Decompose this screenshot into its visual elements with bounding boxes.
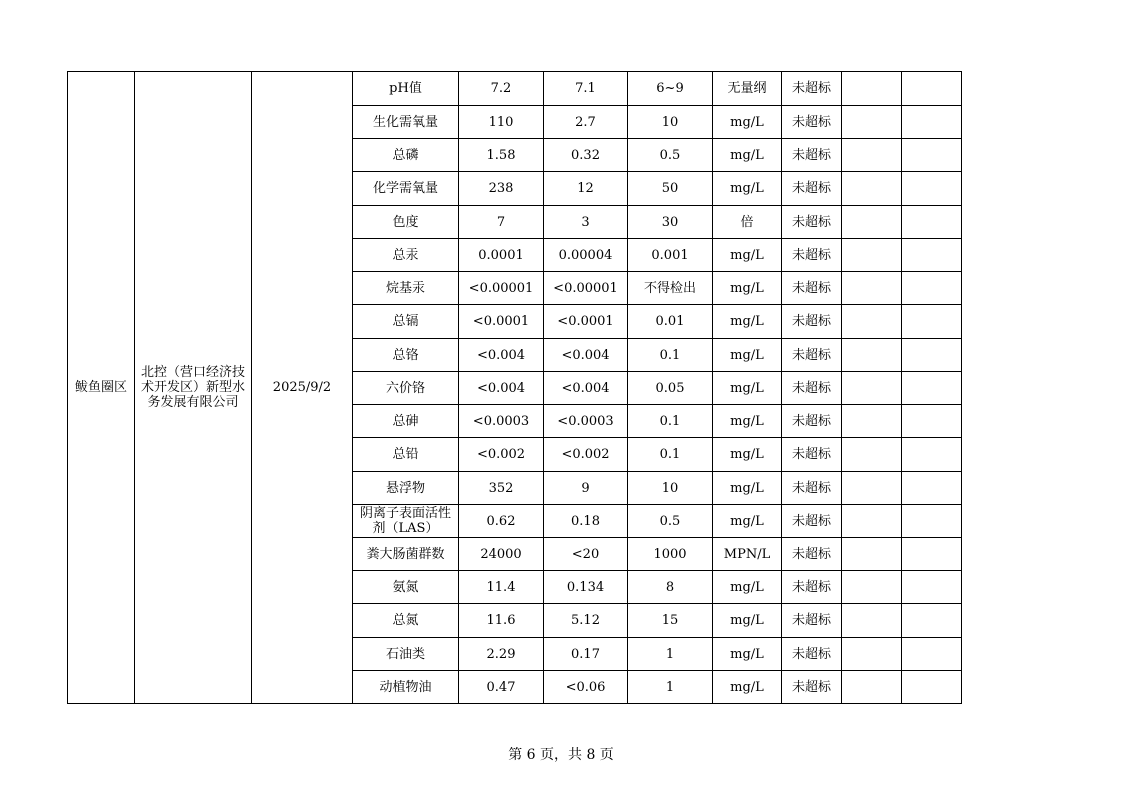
inlet-value-cell: 2.29 — [459, 638, 544, 671]
empty-cell — [842, 106, 902, 139]
monitoring-table — [67, 71, 962, 704]
limit-cell: 6~9 — [628, 72, 713, 106]
outlet-value-cell: <0.0001 — [544, 305, 628, 339]
empty-cell — [902, 438, 962, 472]
unit-cell: mg/L — [713, 339, 782, 372]
item-cell: 总汞 — [353, 239, 459, 272]
result-cell: 未超标 — [782, 638, 842, 671]
inlet-value-cell: 7 — [459, 206, 544, 239]
empty-cell — [842, 206, 902, 239]
item-cell: 粪大肠菌群数 — [353, 538, 459, 571]
unit-cell: MPN/L — [713, 538, 782, 571]
outlet-value-cell: <0.06 — [544, 671, 628, 704]
item-cell: 石油类 — [353, 638, 459, 671]
empty-cell — [902, 206, 962, 239]
unit-cell: mg/L — [713, 405, 782, 438]
empty-cell — [842, 538, 902, 571]
result-cell: 未超标 — [782, 72, 842, 106]
unit-cell: mg/L — [713, 604, 782, 638]
unit-cell: mg/L — [713, 305, 782, 339]
inlet-value-cell: 24000 — [459, 538, 544, 571]
result-cell: 未超标 — [782, 405, 842, 438]
outlet-value-cell: 12 — [544, 172, 628, 206]
item-cell: 生化需氧量 — [353, 106, 459, 139]
empty-cell — [842, 438, 902, 472]
outlet-value-cell: 0.32 — [544, 139, 628, 172]
inlet-value-cell: 1.58 — [459, 139, 544, 172]
limit-cell: 0.1 — [628, 438, 713, 472]
item-cell: pH值 — [353, 72, 459, 106]
empty-cell — [902, 538, 962, 571]
empty-cell — [842, 239, 902, 272]
empty-cell — [842, 638, 902, 671]
empty-cell — [842, 671, 902, 704]
outlet-value-cell: 0.134 — [544, 571, 628, 604]
unit-cell: 倍 — [713, 206, 782, 239]
outlet-value-cell: 2.7 — [544, 106, 628, 139]
outlet-value-cell: 9 — [544, 472, 628, 505]
result-cell: 未超标 — [782, 571, 842, 604]
outlet-value-cell: 0.00004 — [544, 239, 628, 272]
limit-cell: 30 — [628, 206, 713, 239]
page-footer: 第 6 页，共 8 页 — [508, 747, 614, 763]
unit-cell: 无量纲 — [713, 72, 782, 106]
empty-cell — [842, 472, 902, 505]
unit-cell: mg/L — [713, 571, 782, 604]
inlet-value-cell: 110 — [459, 106, 544, 139]
inlet-value-cell: 0.0001 — [459, 239, 544, 272]
empty-cell — [842, 405, 902, 438]
limit-cell: 0.5 — [628, 139, 713, 172]
empty-cell — [902, 638, 962, 671]
empty-cell — [902, 505, 962, 538]
result-cell: 未超标 — [782, 339, 842, 372]
unit-cell: mg/L — [713, 671, 782, 704]
inlet-value-cell: 0.47 — [459, 671, 544, 704]
unit-cell: mg/L — [713, 106, 782, 139]
empty-cell — [842, 505, 902, 538]
item-cell: 烷基汞 — [353, 272, 459, 305]
result-cell: 未超标 — [782, 172, 842, 206]
unit-cell: mg/L — [713, 438, 782, 472]
empty-cell — [902, 604, 962, 638]
unit-cell: mg/L — [713, 372, 782, 405]
item-cell: 悬浮物 — [353, 472, 459, 505]
unit-cell: mg/L — [713, 272, 782, 305]
inlet-value-cell: <0.004 — [459, 372, 544, 405]
item-cell: 总铬 — [353, 339, 459, 372]
outlet-value-cell: <0.004 — [544, 339, 628, 372]
item-cell: 总磷 — [353, 139, 459, 172]
outlet-value-cell: 5.12 — [544, 604, 628, 638]
limit-cell: 0.01 — [628, 305, 713, 339]
result-cell: 未超标 — [782, 604, 842, 638]
limit-cell: 10 — [628, 106, 713, 139]
inlet-value-cell: <0.0001 — [459, 305, 544, 339]
unit-cell: mg/L — [713, 139, 782, 172]
unit-cell: mg/L — [713, 472, 782, 505]
outlet-value-cell: <0.002 — [544, 438, 628, 472]
item-cell: 动植物油 — [353, 671, 459, 704]
item-cell: 总铅 — [353, 438, 459, 472]
empty-cell — [842, 305, 902, 339]
limit-cell: 0.5 — [628, 505, 713, 538]
item-cell: 总氮 — [353, 604, 459, 638]
inlet-value-cell: <0.002 — [459, 438, 544, 472]
limit-cell: 10 — [628, 472, 713, 505]
empty-cell — [842, 339, 902, 372]
item-cell: 总镉 — [353, 305, 459, 339]
inlet-value-cell: 238 — [459, 172, 544, 206]
limit-cell: 8 — [628, 571, 713, 604]
empty-cell — [842, 604, 902, 638]
outlet-value-cell: <0.0003 — [544, 405, 628, 438]
empty-cell — [842, 139, 902, 172]
outlet-value-cell: 0.17 — [544, 638, 628, 671]
outlet-value-cell: 0.18 — [544, 505, 628, 538]
result-cell: 未超标 — [782, 106, 842, 139]
limit-cell: 1 — [628, 671, 713, 704]
result-cell: 未超标 — [782, 671, 842, 704]
inlet-value-cell: <0.0003 — [459, 405, 544, 438]
inlet-value-cell: <0.00001 — [459, 272, 544, 305]
empty-cell — [902, 372, 962, 405]
empty-cell — [902, 671, 962, 704]
result-cell: 未超标 — [782, 139, 842, 172]
unit-cell: mg/L — [713, 505, 782, 538]
inlet-value-cell: 0.62 — [459, 505, 544, 538]
empty-cell — [842, 372, 902, 405]
date-cell: 2025/9/2 — [252, 72, 353, 704]
limit-cell: 0.001 — [628, 239, 713, 272]
empty-cell — [902, 72, 962, 106]
region-cell: 鲅鱼圈区 — [68, 72, 135, 704]
inlet-value-cell: <0.004 — [459, 339, 544, 372]
empty-cell — [902, 239, 962, 272]
empty-cell — [842, 72, 902, 106]
empty-cell — [902, 139, 962, 172]
result-cell: 未超标 — [782, 239, 842, 272]
empty-cell — [902, 272, 962, 305]
limit-cell: 1000 — [628, 538, 713, 571]
empty-cell — [842, 172, 902, 206]
empty-cell — [842, 571, 902, 604]
item-cell: 氨氮 — [353, 571, 459, 604]
empty-cell — [902, 405, 962, 438]
outlet-value-cell: <20 — [544, 538, 628, 571]
result-cell: 未超标 — [782, 538, 842, 571]
item-cell: 总砷 — [353, 405, 459, 438]
outlet-value-cell: <0.004 — [544, 372, 628, 405]
empty-cell — [842, 272, 902, 305]
unit-cell: mg/L — [713, 239, 782, 272]
outlet-value-cell: 7.1 — [544, 72, 628, 106]
result-cell: 未超标 — [782, 305, 842, 339]
result-cell: 未超标 — [782, 206, 842, 239]
limit-cell: 50 — [628, 172, 713, 206]
inlet-value-cell: 352 — [459, 472, 544, 505]
empty-cell — [902, 472, 962, 505]
empty-cell — [902, 305, 962, 339]
table-row — [68, 72, 962, 106]
limit-cell: 0.1 — [628, 339, 713, 372]
limit-cell: 0.05 — [628, 372, 713, 405]
result-cell: 未超标 — [782, 272, 842, 305]
result-cell: 未超标 — [782, 438, 842, 472]
result-cell: 未超标 — [782, 472, 842, 505]
outlet-value-cell: <0.00001 — [544, 272, 628, 305]
inlet-value-cell: 7.2 — [459, 72, 544, 106]
limit-cell: 1 — [628, 638, 713, 671]
item-cell: 色度 — [353, 206, 459, 239]
limit-cell: 15 — [628, 604, 713, 638]
item-cell: 阴离子表面活性剂（LAS） — [353, 505, 459, 538]
unit-cell: mg/L — [713, 172, 782, 206]
result-cell: 未超标 — [782, 372, 842, 405]
empty-cell — [902, 172, 962, 206]
outlet-value-cell: 3 — [544, 206, 628, 239]
inlet-value-cell: 11.6 — [459, 604, 544, 638]
item-cell: 六价铬 — [353, 372, 459, 405]
limit-cell: 不得检出 — [628, 272, 713, 305]
empty-cell — [902, 571, 962, 604]
inlet-value-cell: 11.4 — [459, 571, 544, 604]
empty-cell — [902, 339, 962, 372]
unit-cell: mg/L — [713, 638, 782, 671]
empty-cell — [902, 106, 962, 139]
item-cell: 化学需氧量 — [353, 172, 459, 206]
limit-cell: 0.1 — [628, 405, 713, 438]
result-cell: 未超标 — [782, 505, 842, 538]
company-cell: 北控（营口经济技术开发区）新型水务发展有限公司 — [135, 72, 252, 704]
